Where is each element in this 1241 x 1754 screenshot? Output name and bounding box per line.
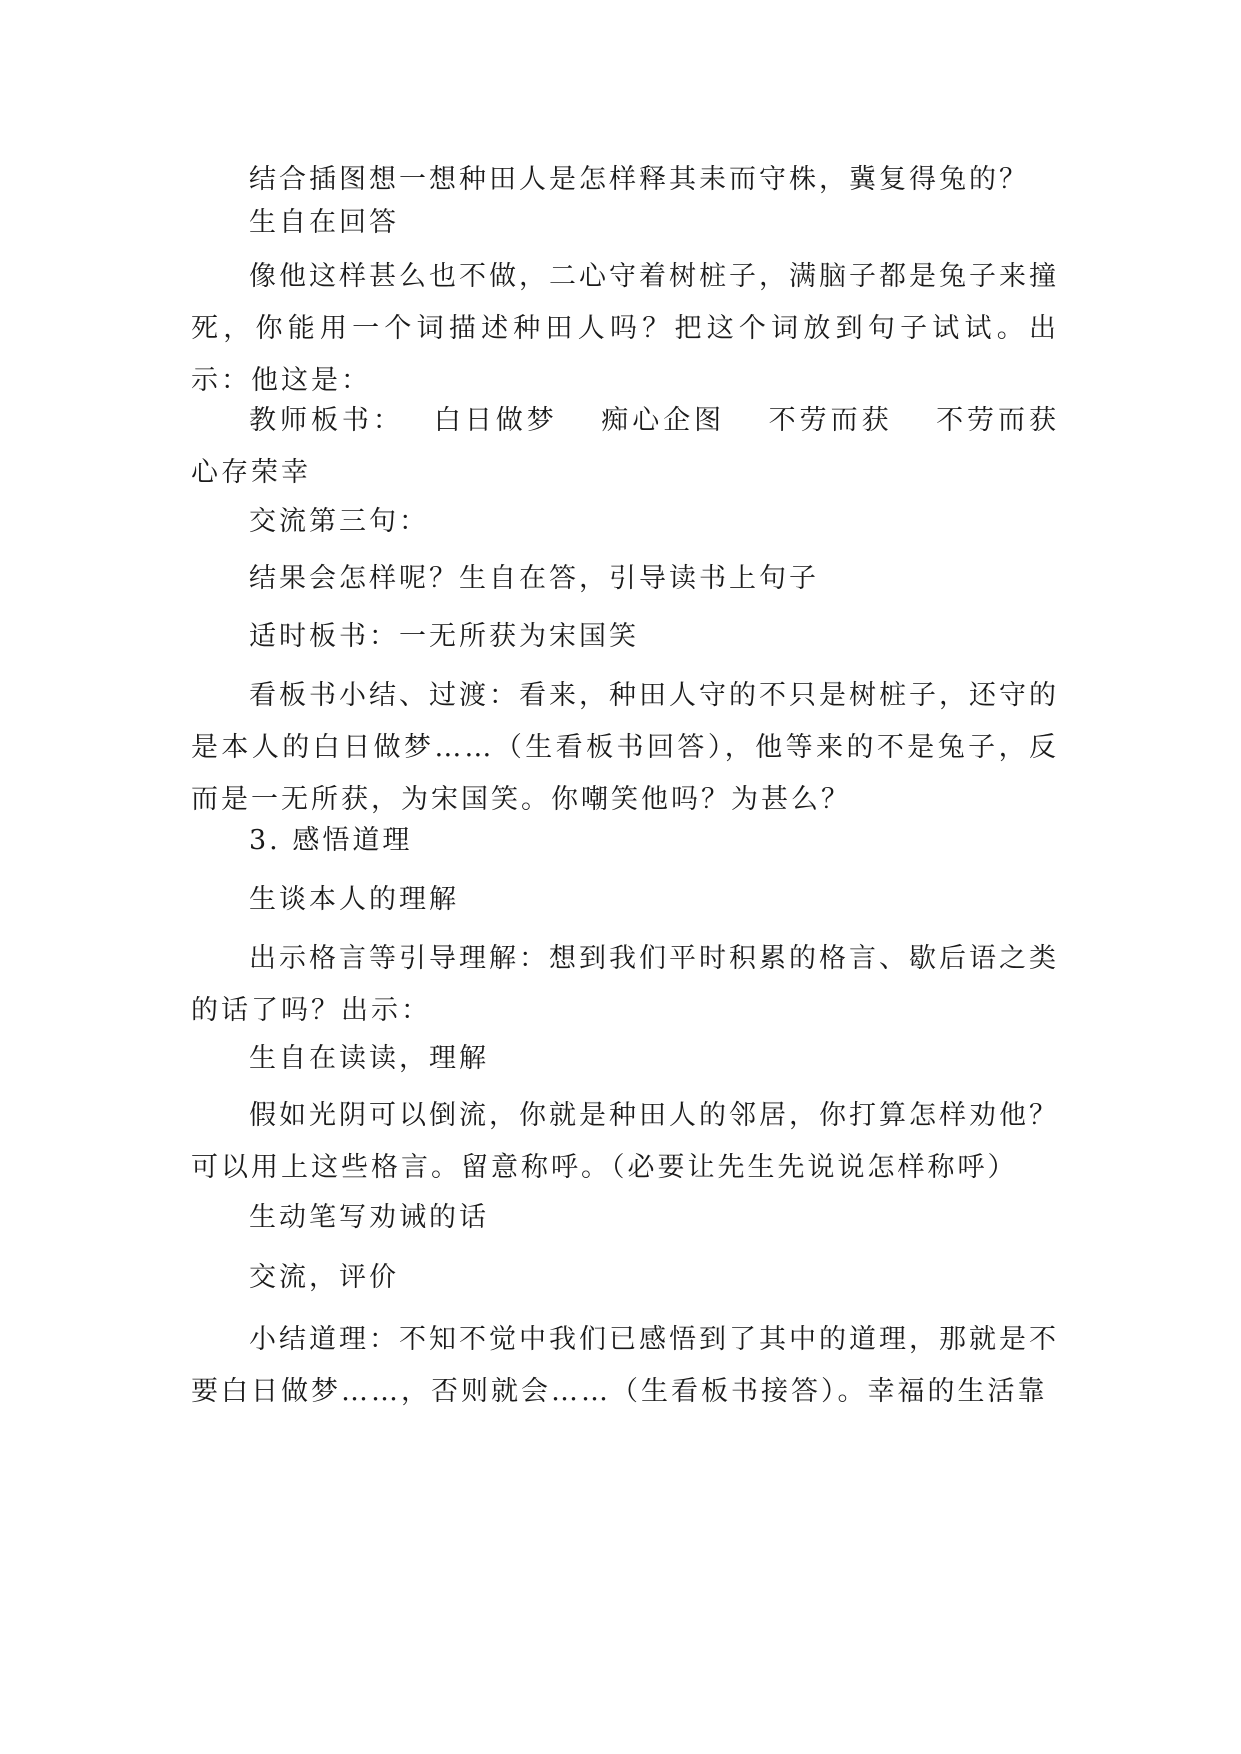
paragraph-conclusion: 小结道理：不知不觉中我们已感悟到了其中的道理，那就是不要白日做梦……，否则就会……（生看板书接答）。幸福的生活靠 xyxy=(191,1324,1059,1407)
paragraph-write-advice: 生动笔写劝诫的话 xyxy=(249,1202,489,1233)
paragraph-describe-farmer: 像他这样甚么也不做，二心守着树桩子，满脑子都是兔子来撞死，你能用一个词描述种田人吗？把这个词放到句子试试。出示：他这是： xyxy=(191,261,1059,396)
paragraph-read-understand: 生自在读读，理解 xyxy=(249,1043,489,1074)
paragraph-show-maxims: 出示格言等引导理解：想到我们平时积累的格言、歇后语之类的话了吗？出示： xyxy=(191,943,1059,1026)
paragraph-blackboard-words: 教师板书： 白日做梦 痴心企图 不劳而获 不劳而获心存荣幸 xyxy=(191,405,1059,488)
paragraph-student-understanding: 生谈本人的理解 xyxy=(249,884,459,915)
paragraph-timely-blackboard: 适时板书：一无所获为宋国笑 xyxy=(249,621,639,652)
paragraph-question-illustration: 结合插图想一想种田人是怎样释其耒而守株，冀复得兔的？ xyxy=(249,164,1029,195)
paragraph-section-heading: 3. 感悟道理 xyxy=(249,825,413,856)
paragraph-result: 结果会怎样呢？生自在答，引导读书上句子 xyxy=(249,563,819,594)
paragraph-exchange-evaluate: 交流，评价 xyxy=(249,1262,399,1293)
paragraph-neighbor-advice: 假如光阴可以倒流，你就是种田人的邻居，你打算怎样劝他？可以用上这些格言。留意称呼。（必要让先生先说说怎样称呼） xyxy=(191,1100,1059,1183)
paragraph-student-answer: 生自在回答 xyxy=(249,207,399,238)
paragraph-summary-transition: 看板书小结、过渡：看来，种田人守的不只是树桩子，还守的是本人的白日做梦……（生看板书回答），他等来的不是兔子，反而是一无所获，为宋国笑。你嘲笑他吗？为甚么？ xyxy=(191,680,1059,815)
paragraph-third-sentence: 交流第三句： xyxy=(249,506,429,537)
